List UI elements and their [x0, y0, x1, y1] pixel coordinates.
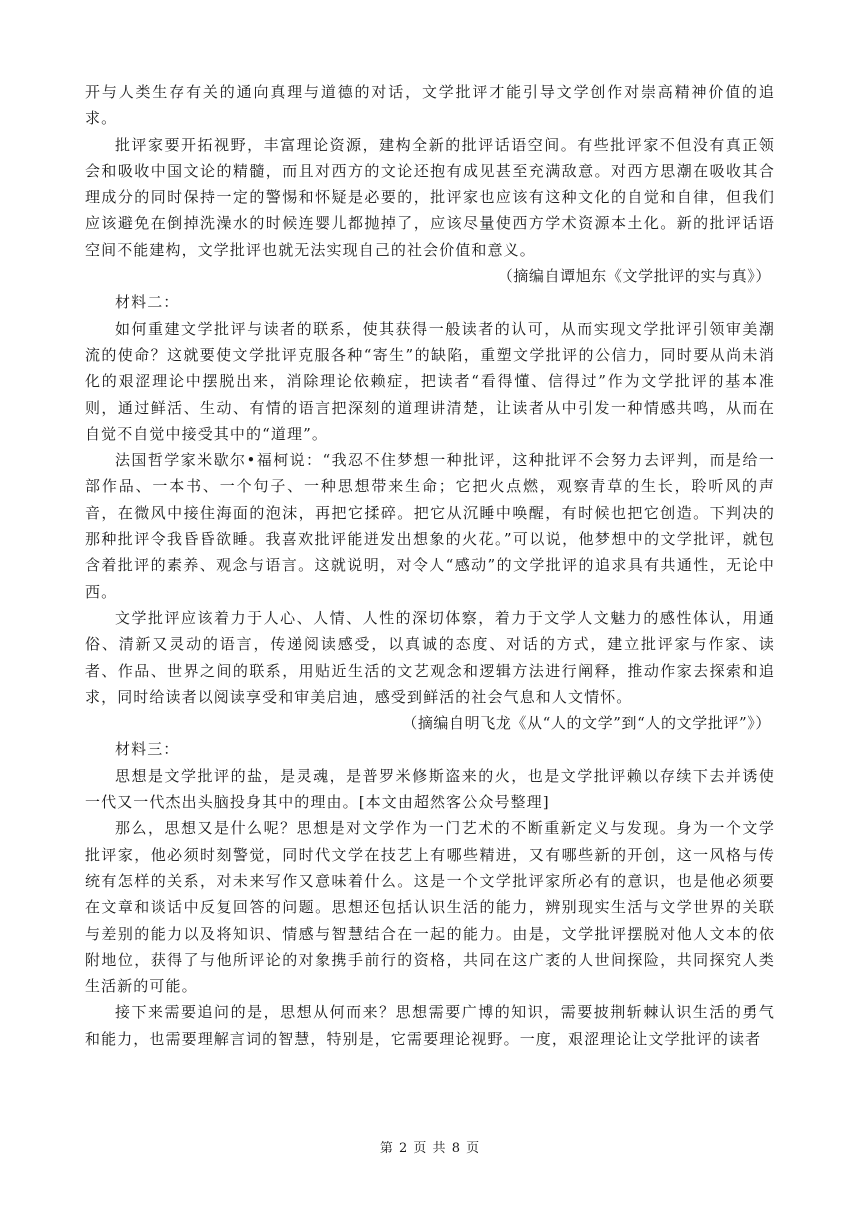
paragraph: 如何重建文学批评与读者的联系，使其获得一般读者的认可，从而实现文学批评引领审美潮流的使命？这就要使文学批评克服各种“寄生”的缺陷，重塑文学批评的公信力，同时要从尚未消化的艰涩理论中摆脱出来，消除理论依赖症，把读者“看得懂、信得过”作为文学批评的基本准则，通过鲜活、生动、有情的语言把深刻的道理讲清楚，让读者从中引发一种情感共鸣，从而在自觉不自觉中接受其中的“道理”。 — [85, 319, 775, 443]
paragraph: 接下来需要追问的是，思想从何而来？思想需要广博的知识，需要披荆斩棘认识生活的勇气和能力，也需要理解言词的智慧，特别是，它需要理论视野。一度，艰涩理论让文学批评的读者 — [85, 1003, 775, 1048]
paragraph: 思想是文学批评的盐，是灵魂，是普罗米修斯盗来的火，也是文学批评赖以存续下去并诱使一代又一代杰出头脑投身其中的理由。[本文由超然客公众号整理] — [85, 766, 775, 812]
paragraph: 那么，思想又是什么呢？思想是对文学作为一门艺术的不断重新定义与发现。身为一个文学批评家，他必须时刻警觉，同时代文学在技艺上有哪些精进，又有哪些新的开创，这一风格与传统有怎样的关系，对未来写作又意味着什么。这是一个文学批评家所必有的意识，也是他必须要在文章和谈话中反复回答的问题。思想还包括认识生活的能力，辨别现实生活与文学世界的关联与差别的能力以及将知识、情感与智慧结合在一起的能力。由是，文学批评摆脱对他人文本的依附地位，获得了与他所评论的对象携手前行的资格，共同在这广袤的人世间探险，共同探究人类生活新的可能。 — [85, 819, 775, 996]
material-label: 材料二： — [115, 293, 180, 312]
paragraph: 批评家要开拓视野，丰富理论资源，建构全新的批评话语空间。有些批评家不但没有真正领会和吸收中国文论的精髓，而且对西方的文论还抱有成见甚至充满敌意。对西方思潮在吸收其合理成分的同时保持一定的警惕和怀疑是必要的，批评家也应该有这种文化的自觉和自律，但我们应该避免在倒掉洗澡水的时候连婴儿都抛掉了，应该尽量使西方学术资源本土化。新的批评话语空间不能建构，文学批评也就无法实现自己的社会价值和意义。 — [85, 135, 775, 259]
material-label: 材料三： — [115, 740, 180, 759]
paragraph: 法国哲学家米歇尔•福柯说：“我忍不住梦想一种批评，这种批评不会努力去评判，而是给一部作品、一本书、一个句子、一种思想带来生命；它把火点燃，观察青草的生长，聆听风的声音，在微风中接住海面的泡沫，再把它揉碎。把它从沉睡中唤醒，有时候也把它创造。下判决的那种批评令我昏昏欲睡。我喜欢批评能迸发出想象的火花。”可以说，他梦想中的文学批评，就包含着批评的素养、观念与语言。这就说明，对令人“感动”的文学批评的追求具有共通性，无论中西。 — [85, 451, 775, 601]
source-citation: （摘编自明飞龙《从“人的文学”到“人的文学批评”》） — [402, 714, 771, 733]
paragraph: 文学批评应该着力于人心、人情、人性的深切体察，着力于文学人文魅力的感性体认，用通俗、清新又灵动的语言，传递阅读感受，以真诚的态度、对话的方式，建立批评家与作家、读者、作品、世界之间的联系，用贴近生活的文艺观念和逻辑方法进行阐释，推动作家去探索和追求，同时给读者以阅读享受和审美启迪，感受到鲜活的社会气息和人文情怀。 — [85, 608, 775, 706]
page-number-footer: 第 2 页 共 8 页 — [379, 1141, 481, 1156]
source-citation: （摘编自谭旭东《文学批评的实与真》） — [497, 267, 771, 286]
paragraph-continued: 开与人类生存有关的通向真理与道德的对话，文学批评才能引导文学创作对崇高精神价值的追求。 — [85, 83, 775, 128]
